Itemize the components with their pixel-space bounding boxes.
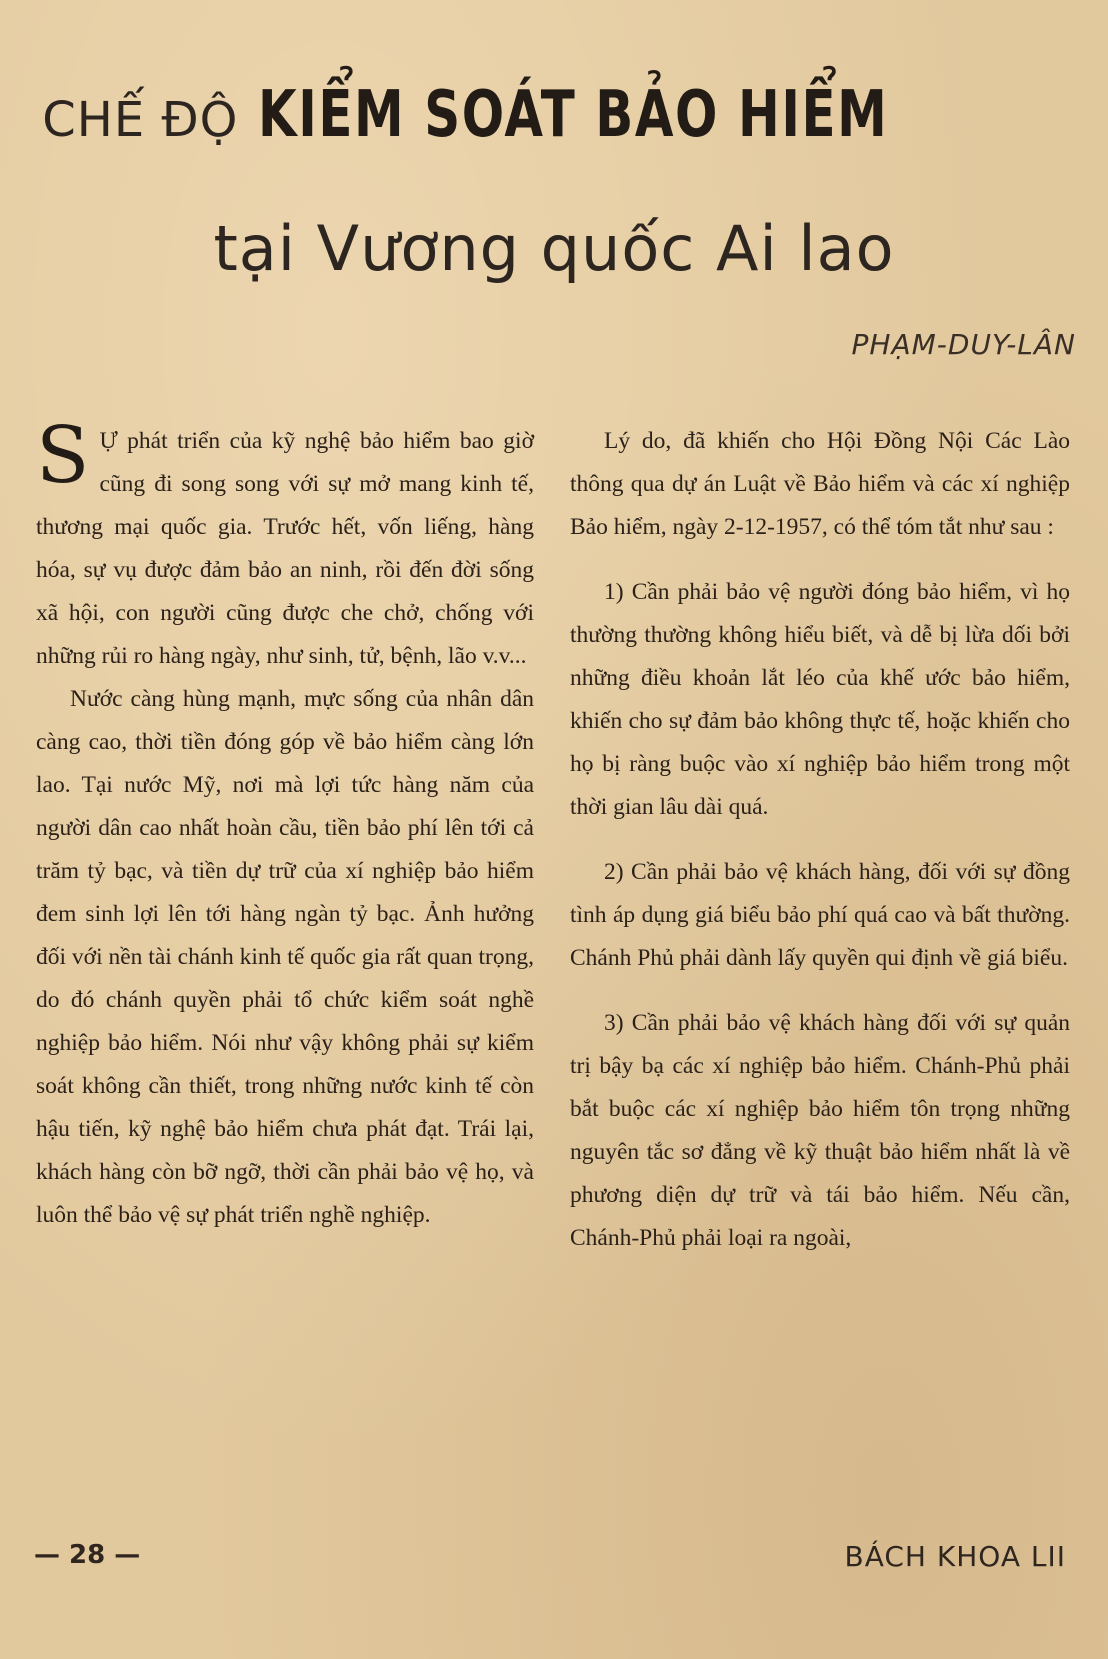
- list-item: 2) Cần phải bảo vệ khách hàng, đối với sự đồng tình áp dụng giá biểu bảo phí quá cao và bất thường. Chánh Phủ phải dành lấy quyền qui định về giá biểu.: [570, 859, 1070, 971]
- author-byline: PHẠM-DUY-LÂN: [851, 328, 1076, 361]
- page-number: — 28 —: [34, 1540, 141, 1570]
- paragraph: [36, 411, 534, 678]
- title-main: KIỂM SOÁT BẢO HIỂM: [257, 78, 888, 152]
- article-title-line2: tại Vương quốc Ai lao: [213, 212, 895, 285]
- left-column: [36, 411, 534, 1237]
- paragraph: Nước càng hùng mạnh, mực sống của nhân dân càng cao, thời tiền đóng góp về bảo hiểm càng lớn lao. Tại nước Mỹ, nơi mà lợi tức hàng năm của người dân cao nhất hoàn cầu, tiền bảo phí lên tới cả trăm tỷ bạc, và tiền dự trữ của xí nghiệp bảo hiểm đem sinh lợi lên tới hàng ngàn tỷ bạc. Ảnh hưởng đối với nền tài chánh kinh tế quốc gia rất quan trọng, do đó chánh quyền phải tổ chức kiểm soát nghề nghiệp bảo hiểm. Nói như vậy không phải sự kiểm soát không cần thiết, trong những nước kinh tế còn hậu tiến, kỹ nghệ bảo hiểm chưa phát đạt. Trái lại, khách hàng còn bỡ ngỡ, thời cần phải bảo vệ họ, và luôn thể bảo vệ sự phát triển nghề nghiệp.: [36, 686, 534, 1228]
- paragraph-text: Ự phát triển của kỹ nghệ bảo hiểm bao giờ cũng đi song song với sự mở mang kinh tế, thương mại quốc gia. Trước hết, vốn liếng, hàng hóa, sự vụ được đảm bảo an ninh, rồi đến đời sống xã hội, con người cũng được che chở, chống với những rủi ro hàng ngày, như sinh, tử, bệnh, lão v.v...: [36, 428, 534, 669]
- right-column: [570, 420, 1070, 1260]
- paragraph: Lý do, đã khiến cho Hội Đồng Nội Các Lào thông qua dự án Luật về Bảo hiểm và các xí nghiệp Bảo hiểm, ngày 2-12-1957, có thể tóm tắt như sau :: [570, 428, 1070, 540]
- title-prefix: CHẾ ĐỘ: [42, 92, 239, 148]
- publication-name: BÁCH KHOA LII: [844, 1540, 1066, 1573]
- list-item: 3) Cần phải bảo vệ khách hàng đối với sự quản trị bậy bạ các xí nghiệp bảo hiểm. Chánh-Phủ phải bắt buộc các xí nghiệp bảo hiểm tôn trọng những nguyên tắc sơ đẳng về kỹ thuật bảo hiểm nhất là về phương diện dự trữ và tái bảo hiểm. Nếu cần, Chánh-Phủ phải loại ra ngoài,: [570, 1010, 1070, 1251]
- drop-cap: S: [36, 411, 90, 501]
- list-item: 1) Cần phải bảo vệ người đóng bảo hiểm, vì họ thường thường không hiểu biết, và dễ bị lừa dối bởi những điều khoản lắt léo của khế ước bảo hiểm, khiến cho sự đảm bảo không thực tế, hoặc khiến cho họ bị ràng buộc vào xí nghiệp bảo hiểm trong một thời gian lâu dài quá.: [570, 579, 1070, 820]
- article-title-line1: [0, 78, 1108, 152]
